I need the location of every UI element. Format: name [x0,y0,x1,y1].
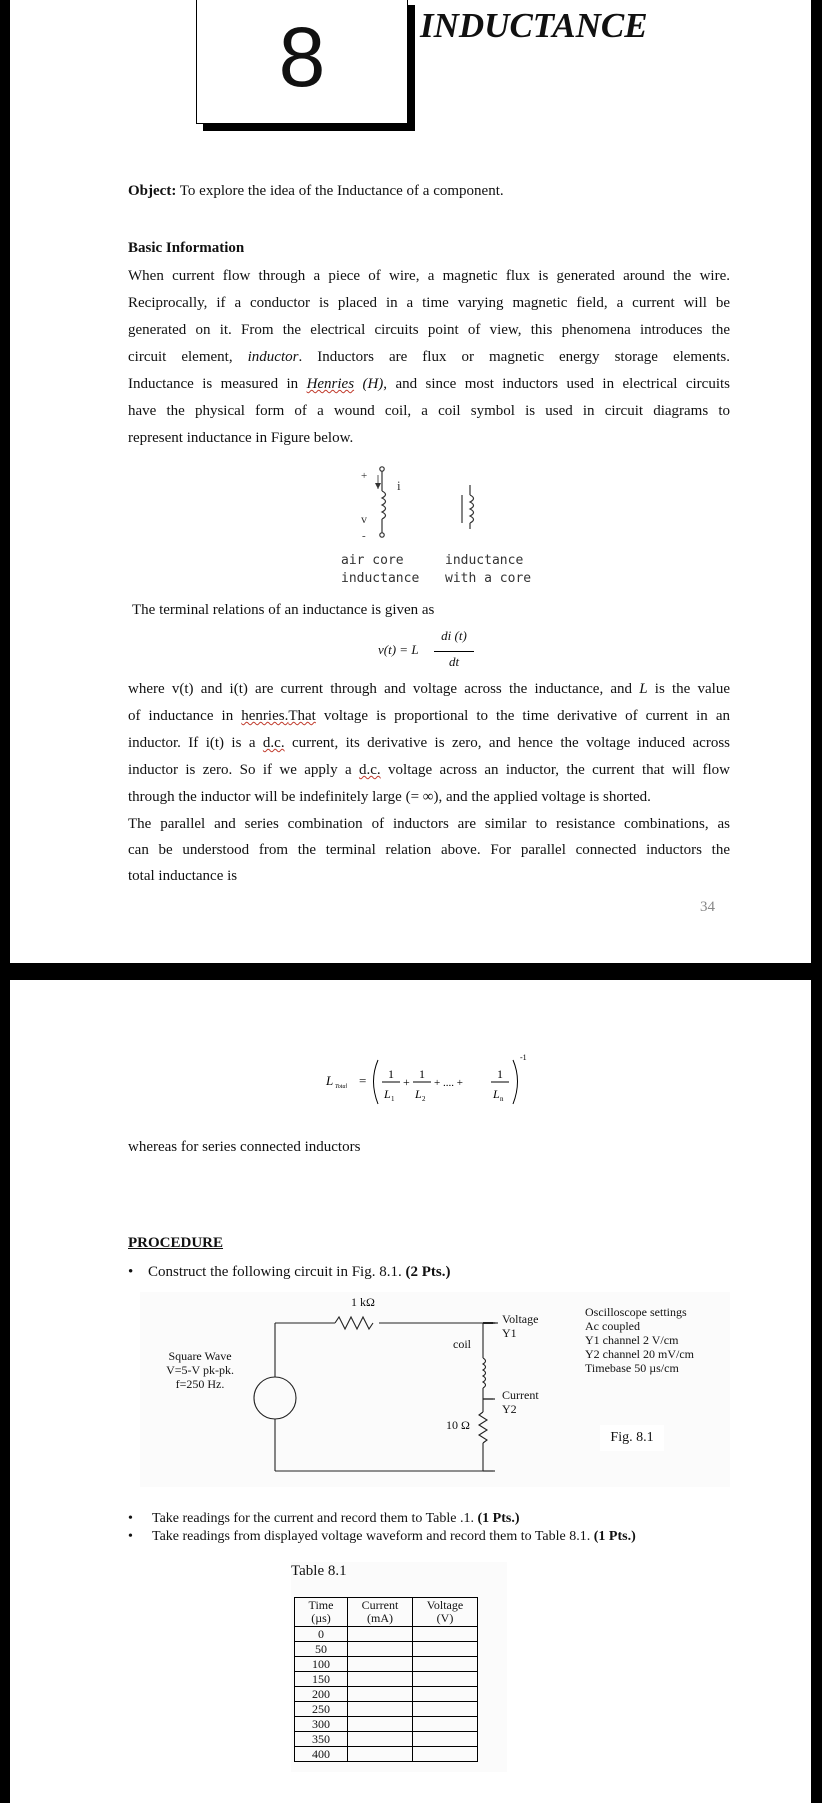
bullet-1: • [128,1264,134,1280]
current-probe-1: Current [502,1388,539,1402]
para2-line-3 [128,730,730,757]
para3-line-3: total inductance is [128,868,238,884]
current-cell[interactable] [348,1717,413,1732]
core-caption [445,552,531,588]
p2l2-that: That [288,708,316,724]
time-cell: 200 [295,1687,348,1702]
p2l2d: voltage is proportional to the time derivative of current in an [323,708,731,724]
eq1-denominator: dt [448,654,460,669]
eq2-s3: n [500,1095,504,1103]
source-label-3: f=250 Hz. [175,1377,225,1391]
core-caption-2: with a core [445,571,532,586]
step1-points: (2 Pts.) [405,1264,451,1280]
combination-paragraph [128,811,730,889]
air-core-inductor-symbol [375,467,386,537]
voltage-cell[interactable] [413,1702,478,1717]
time-cell: 0 [295,1627,348,1642]
object-text: To explore the idea of the Inductance of a component. [179,183,504,199]
bullet-2: • [128,1511,133,1526]
figure-label: Fig. 8.1 [600,1425,664,1451]
i-label: i [397,478,401,493]
page-number: 34 [700,899,715,915]
step1-text: Construct the following circuit in Fig. 8.1. [148,1264,402,1280]
header-current [348,1598,413,1627]
table-row [295,1747,478,1762]
table-row [295,1657,478,1672]
eq2-d1: L [384,1087,391,1101]
coil-label: coil [453,1337,471,1351]
para2-line-4 [128,757,730,784]
current-cell[interactable] [348,1702,413,1717]
table-row [295,1717,478,1732]
table-row [295,1702,478,1717]
air-core-caption-2: inductance [341,571,420,586]
eq2-equals: = [359,1073,367,1088]
table-row [295,1732,478,1747]
p2l2-henries: henries. [241,708,289,724]
eq2-d2: L [415,1087,422,1101]
step2-points: (1 Pts.) [477,1511,520,1526]
current-cell[interactable] [348,1627,413,1642]
current-cell[interactable] [348,1642,413,1657]
basic-info-heading: Basic Information [128,240,245,256]
header-voltage [413,1598,478,1627]
basic-info-paragraph [128,263,730,452]
eq2-s1: 1 [391,1095,395,1103]
voltage-cell[interactable] [413,1717,478,1732]
time-cell: 100 [295,1657,348,1672]
core-caption-1: inductance [445,553,524,568]
series-text: whereas for series connected inductors [128,1139,361,1155]
eq2-n1: 1 [388,1067,394,1081]
p2l4-dc: d.c. [358,762,381,778]
plus-sign: + [361,470,368,482]
source-label-1: Square Wave [168,1349,232,1363]
current-cell[interactable] [348,1747,413,1762]
voltage-probe-2: Y1 [502,1326,517,1340]
equation-parallel-inductance [320,1046,550,1116]
probe-stubs [140,1292,730,1487]
current-cell[interactable] [348,1657,413,1672]
air-core-caption [341,552,419,588]
header-time-1: Time [308,1598,334,1612]
header-current-2: (mA) [367,1611,393,1625]
resistor-1k-label: 1 kΩ [351,1295,375,1309]
basic-info-line-1: When current flow through a piece of wire, a magnetic flux is generated around the wire. [128,268,730,284]
procedure-step-3 [128,1528,636,1546]
line5-b: , and since most inductors used in electrical circuits [383,376,731,392]
eq1-numerator: di (t) [441,628,467,643]
eq2-right-paren [513,1060,518,1104]
basic-info-line-5 [128,371,730,398]
para3-line-2: can be understood from the terminal relation above. For parallel connected inductors the [128,842,730,858]
basic-info-line-4 [128,344,730,371]
p2l1c: is the value [654,681,730,697]
header-voltage-2: (V) [436,1611,454,1625]
eq1-fraction-bar [434,651,474,652]
procedure-step-2 [128,1510,636,1528]
p2l3c: current, its derivative is zero, and hence the voltage induced across [291,735,731,751]
v-label: v [361,512,367,526]
table-header-row [295,1598,478,1627]
procedure-heading: PROCEDURE [128,1235,224,1251]
voltage-cell[interactable] [413,1627,478,1642]
air-core-caption-1: air core [341,553,404,568]
chapter-number-box [196,0,408,124]
line5-a: Inductance is measured in [128,376,299,392]
step3-text: Take readings from displayed voltage waveform and record them to Table 8.1. [152,1529,591,1544]
resistor-10-label: 10 Ω [446,1418,470,1432]
p2l4a: inductor is zero. So if we apply a [128,762,352,778]
scope-settings-5: Timebase 50 µs/cm [585,1361,679,1375]
bullet-3: • [128,1529,133,1544]
procedure-steps-2-3 [128,1510,636,1546]
basic-info-line-7: represent inductance in Figure below. [128,430,354,446]
henries-symbol: (H) [362,376,384,392]
line4-inductor: inductor [247,349,299,365]
inductor-symbols-figure [338,465,518,545]
eq2-n2: 1 [419,1067,425,1081]
para3-line-1: The parallel and series combination of inductors are similar to resistance combinations, as [128,816,730,832]
para2-line-1 [128,676,730,703]
eq2-s2: 2 [422,1095,426,1103]
procedure-step-1 [128,1264,450,1281]
current-cell[interactable] [348,1687,413,1702]
table-row [295,1687,478,1702]
chapter-number: 8 [278,10,326,104]
header-time [295,1598,348,1627]
table-row [295,1642,478,1657]
voltage-probe-1: Voltage [502,1312,539,1326]
p2l2a: of inductance in [128,708,234,724]
scope-settings-1: Oscilloscope settings [585,1305,687,1319]
core-inductor-symbol [462,485,474,529]
current-probe-2: Y2 [502,1402,517,1416]
current-cell[interactable] [348,1732,413,1747]
table-8-1 [294,1597,478,1762]
para2-line-5: through the inductor will be indefinitely large (= ∞), and the applied voltage is shorted. [128,789,651,805]
time-cell: 400 [295,1747,348,1762]
basic-info-line-2: Reciprocally, if a conductor is placed in a time varying magnetic field, a current will be [128,295,730,311]
scope-settings-2: Ac coupled [585,1319,640,1333]
object-line [128,183,504,200]
step3-points: (1 Pts.) [593,1529,636,1544]
terminal-intro: The terminal relations of an inductance is given as [132,602,435,618]
scope-settings-4: Y2 channel 20 mV/cm [585,1347,694,1361]
table-row [295,1627,478,1642]
line4-a: circuit element, [128,349,233,365]
p2l1-L: L [639,681,648,697]
voltage-cell[interactable] [413,1642,478,1657]
minus-sign: - [362,530,366,542]
terminal-explanation [128,676,730,811]
scope-settings-3: Y1 channel 2 V/cm [585,1333,679,1347]
voltage-cell[interactable] [413,1747,478,1762]
p2l1a: where v(t) and i(t) are current through and voltage across the inductance, and [128,681,633,697]
time-cell: 50 [295,1642,348,1657]
eq2-dots: + .... + [434,1077,463,1089]
object-label: Object: [128,183,177,199]
voltage-cell[interactable] [413,1657,478,1672]
voltage-cell[interactable] [413,1687,478,1702]
basic-info-line-3: generated on it. From the electrical circuits point of view, this phenomena introduces the [128,322,730,338]
document-page-2 [10,980,811,1803]
basic-info-line-6: have the physical form of a wound coil, a coil symbol is used in circuit diagrams to [128,403,730,419]
source-label-2: V=5-V pk-pk. [166,1363,234,1377]
header-current-1: Current [361,1598,399,1612]
time-cell: 150 [295,1672,348,1687]
step2-text: Take readings for the current and record them to Table .1. [152,1511,474,1526]
eq1-lhs: v(t) = L [378,642,419,657]
para2-line-2 [128,703,730,730]
header-time-2: (µs) [311,1611,331,1625]
voltage-cell[interactable] [413,1672,478,1687]
eq2-exponent: -1 [520,1053,527,1062]
header-voltage-1: Voltage [426,1598,464,1612]
table-caption: Table 8.1 [291,1563,347,1579]
line4-b: . Inductors are flux or magnetic energy storage elements. [298,349,731,365]
table-body [295,1627,478,1762]
eq2-total-sub: Total [335,1084,348,1090]
eq2-d3: L [493,1087,500,1101]
eq2-L: L [326,1073,334,1088]
table-row [295,1672,478,1687]
time-cell: 300 [295,1717,348,1732]
eq2-left-paren [374,1060,379,1104]
eq2-plus1: + [403,1075,410,1089]
p2l3-dc: d.c. [262,735,285,751]
eq2-n3: 1 [497,1067,503,1081]
time-cell: 350 [295,1732,348,1747]
p2l3a: inductor. If i(t) is a [128,735,256,751]
voltage-cell[interactable] [413,1732,478,1747]
p2l4c: voltage across an inductor, the current that will flow [388,762,731,778]
time-cell: 250 [295,1702,348,1717]
document-page-1 [10,0,811,963]
henries-word: Henries [306,376,355,392]
current-cell[interactable] [348,1672,413,1687]
chapter-title: INDUCTANCE [420,6,648,45]
